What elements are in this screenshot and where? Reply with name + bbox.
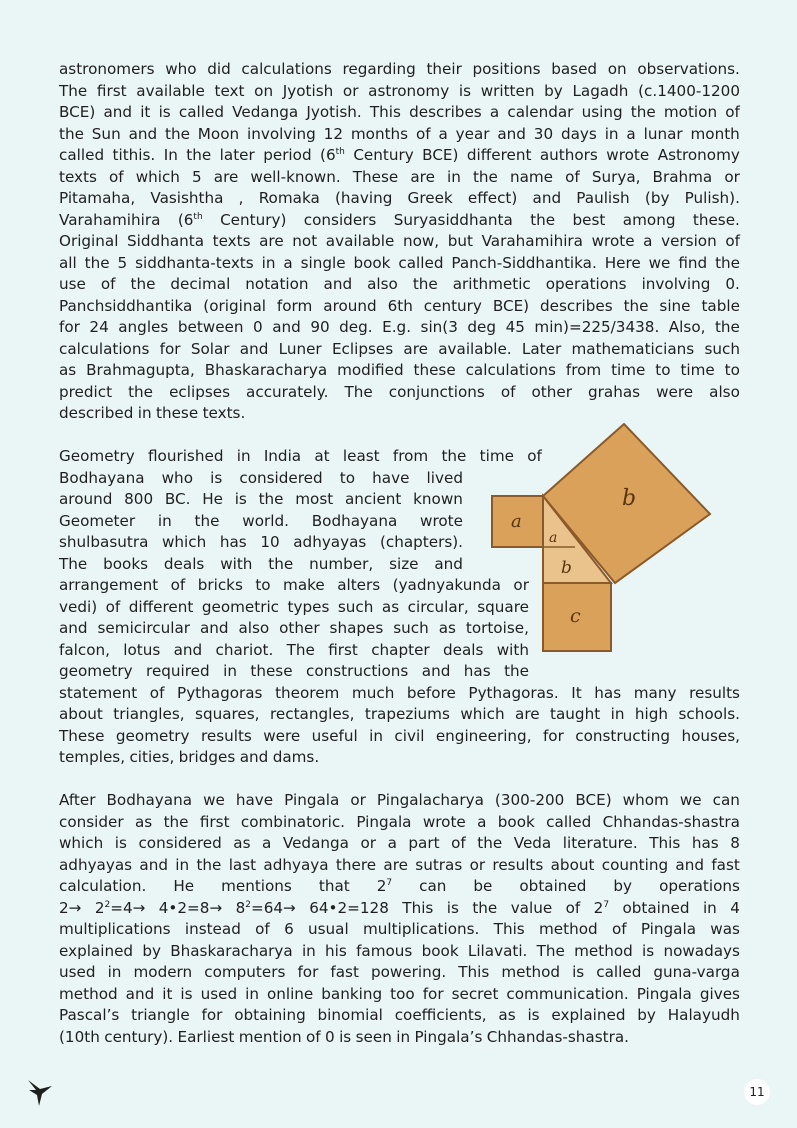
text-line: Panchsiddhantika (original form around 6th century BCE) describes the sine table bbox=[59, 296, 740, 315]
label-a-small: a bbox=[549, 530, 558, 546]
text-line: used in modern computers for fast powering. This method is called guna-varga bbox=[59, 963, 740, 981]
text-line: as Brahmagupta, Bhaskaracharya modified these calculations from time to time to bbox=[59, 361, 740, 379]
text-line: temples, cities, bridges and dams. bbox=[59, 748, 320, 766]
text-line: Original Siddhanta texts are not available now, but Varahamihira wrote a version of bbox=[59, 232, 740, 250]
text-line: geometry required in these constructions and has the bbox=[59, 662, 529, 680]
text-line: use of the decimal notation and also the arithmetic operations involving 0. bbox=[59, 275, 740, 293]
bird-logo-icon bbox=[26, 1077, 54, 1111]
text-line: texts of which 5 are well-known. These are in the name of Surya, Brahma or bbox=[59, 167, 740, 186]
text-line: vedi) of different geometric types such as circular, square bbox=[59, 597, 529, 616]
text-line: These geometry results were useful in civil engineering, for constructing houses, bbox=[59, 726, 740, 745]
text-line: statement of Pythagoras theorem much before Pythagoras. It has many results bbox=[59, 683, 740, 702]
pythagoras-figure bbox=[490, 423, 712, 655]
text-line: explained by Bhaskaracharya in his famous book Lilavati. The method is nowadays bbox=[59, 941, 740, 960]
text-line: called tithis. In the later period (6th Century BCE) different authors wrote Astronomy bbox=[59, 146, 740, 164]
label-a-big: a bbox=[511, 511, 522, 532]
text-line: around 800 BC. He is the most ancient known bbox=[59, 490, 463, 508]
text-line: method and it is used in online banking too for secret communication. Pingala gives bbox=[59, 984, 740, 1003]
text-line: adhyayas and in the last adhyaya there are sutras or results about counting and fast bbox=[59, 855, 740, 874]
text-line: Bodhayana who is considered to have lived bbox=[59, 468, 463, 487]
text-line: The books deals with the number, size and bbox=[59, 554, 463, 573]
text-line: all the 5 siddhanta-texts in a single book called Panch-Siddhantika. Here we find the bbox=[59, 253, 740, 272]
text-line: and semicircular and also other shapes such as tortoise, bbox=[59, 619, 529, 637]
text-line: about triangles, squares, rectangles, trapeziums which are taught in high schools. bbox=[59, 705, 740, 723]
text-line: The first available text on Jyotish or astronomy is written by Lagadh (c.1400-1200 bbox=[59, 81, 740, 100]
label-b-big: b bbox=[622, 486, 637, 511]
text-line: Pascal’s triangle for obtaining binomial coefficients, as is explained by Halayudh bbox=[59, 1006, 740, 1024]
page-number: 11 bbox=[744, 1079, 770, 1105]
text-line: calculation. He mentions that $2^7$ can be obtained by operations bbox=[59, 877, 740, 895]
text-line: the Sun and the Moon involving 12 months of a year and 30 days in a lunar month bbox=[59, 124, 740, 143]
text-line: Varahamihira (6th Century) considers Suryasiddhanta the best among these. bbox=[59, 210, 740, 229]
text-line: Geometry flourished in India at least from the time of bbox=[59, 447, 542, 465]
label-c: c bbox=[570, 605, 581, 627]
text-line: predict the eclipses accurately. The conjunctions of other grahas were also bbox=[59, 382, 740, 401]
text-line: 2→ $2^2=4\to$ 4•2=8→ $8^2=64\to$ 64•2=128 This is the value of $2^7$ obtained in 4 bbox=[59, 898, 740, 917]
text-line: calculations for Solar and Luner Eclipses are available. Later mathematicians such bbox=[59, 339, 740, 358]
text-line: After Bodhayana we have Pingala or Pingalacharya (300-200 BCE) whom we can bbox=[59, 791, 740, 809]
text-line: arrangement of bricks to make alters (yadnyakunda or bbox=[59, 576, 529, 594]
text-line: (10th century). Earliest mention of 0 is seen in Pingala’s Chhandas-shastra. bbox=[59, 1027, 629, 1046]
paragraph-gap bbox=[59, 769, 740, 791]
label-b-small: b bbox=[561, 558, 572, 578]
text-line: Pitamaha, Vasishtha , Romaka (having Greek effect) and Paulish (by Pulish). bbox=[59, 189, 740, 207]
text-line: consider as the first combinatoric. Pingala wrote a book called Chhandas-shastra bbox=[59, 812, 740, 831]
text-line: Geometer in the world. Bodhayana wrote bbox=[59, 511, 463, 530]
text-line: falcon, lotus and chariot. The first chapter deals with bbox=[59, 640, 529, 659]
text-line: described in these texts. bbox=[59, 404, 246, 422]
text-line: shulbasutra which has 10 adhyayas (chapters). bbox=[59, 533, 463, 551]
text-line: BCE) and it is called Vedanga Jyotish. This describes a calendar using the motion of bbox=[59, 103, 740, 121]
text-line: for 24 angles between 0 and 90 deg. E.g. sin(3 deg 45 min)=225/3438. Also, the bbox=[59, 318, 740, 336]
text-line: which is considered as a Vedanga or a part of the Veda literature. This has 8 bbox=[59, 834, 740, 852]
text-line: astronomers who did calculations regarding their positions based on observations. bbox=[59, 60, 740, 78]
text-line: multiplications instead of 6 usual multiplications. This method of Pingala was bbox=[59, 920, 740, 938]
